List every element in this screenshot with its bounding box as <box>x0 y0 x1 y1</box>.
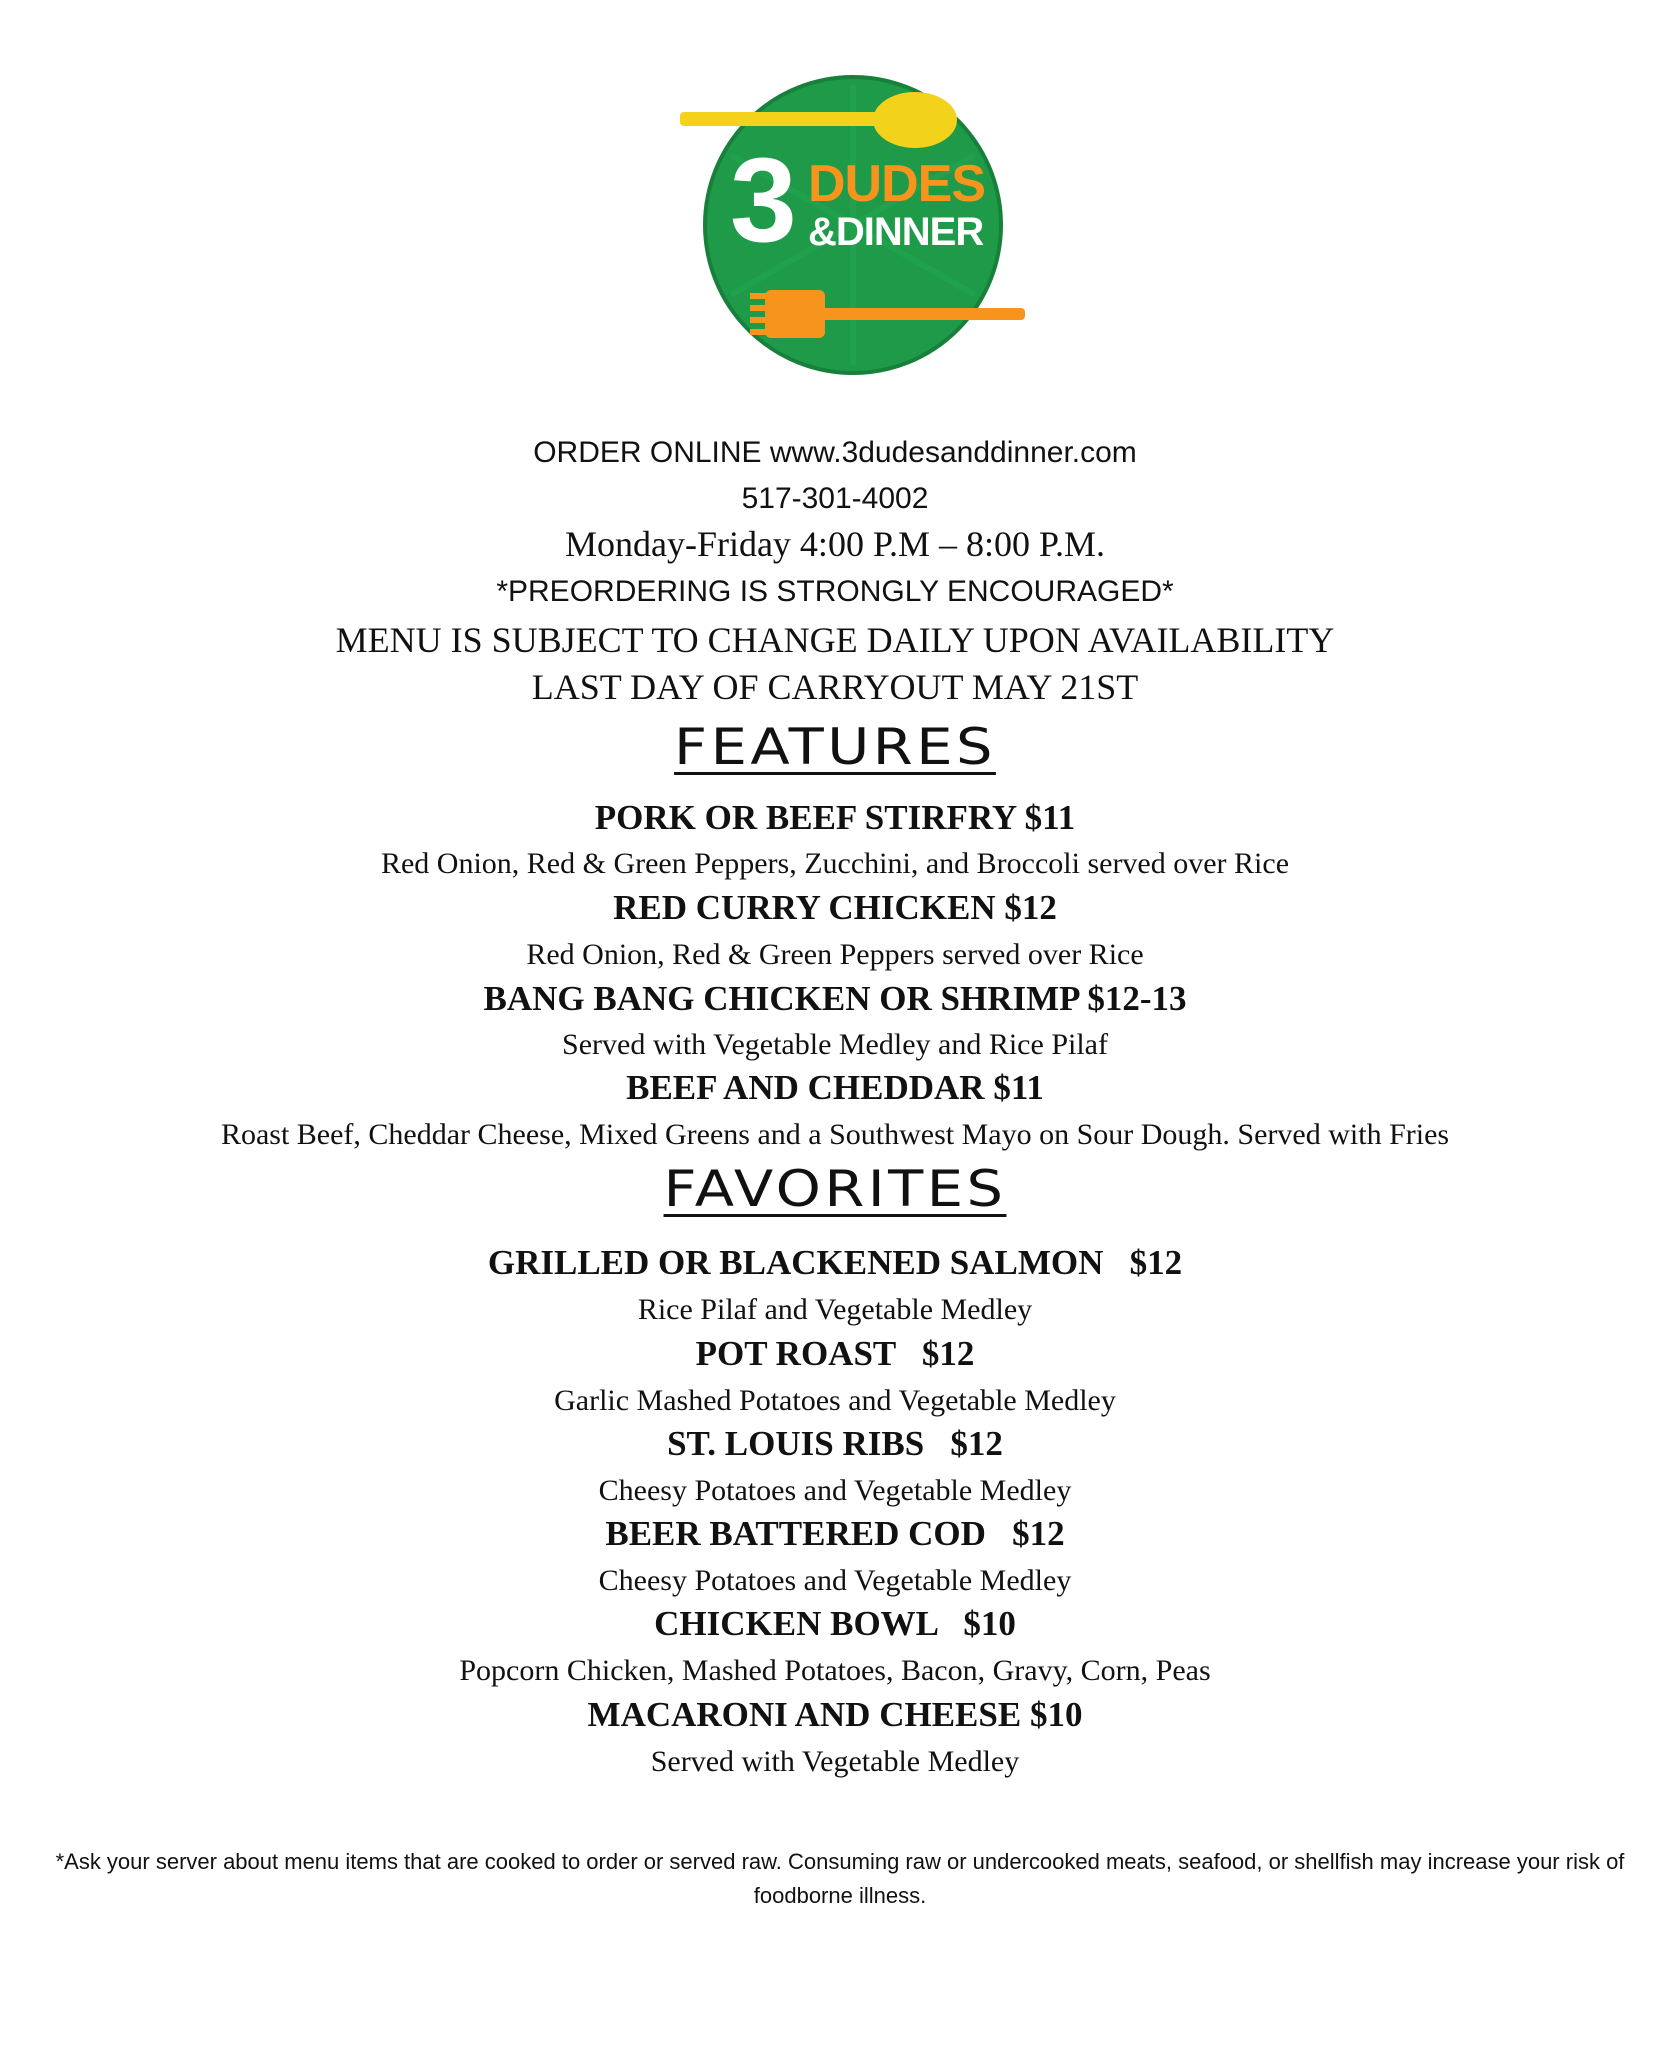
hours-line: Monday-Friday 4:00 P.M – 8:00 P.M. <box>564 524 1106 564</box>
favorite-item-title: BEER BATTERED COD $12 <box>605 1514 1065 1553</box>
order-online-line: ORDER ONLINE www.3dudesanddinner.com <box>533 436 1137 469</box>
favorites-heading: FAVORITES <box>663 1160 1007 1218</box>
logo-number: 3 <box>730 133 797 267</box>
feature-item-title: RED CURRY CHICKEN $12 <box>613 888 1057 927</box>
feature-item-title: BEEF AND CHEDDAR $11 <box>626 1068 1044 1107</box>
features-heading: FEATURES <box>674 718 996 776</box>
feature-item-desc: Served with Vegetable Medley and Rice Pilaf <box>562 1028 1108 1061</box>
favorite-item-desc: Garlic Mashed Potatoes and Vegetable Medley <box>554 1384 1116 1417</box>
feature-item-desc: Red Onion, Red & Green Peppers, Zucchini, and Broccoli served over Rice <box>380 847 1290 880</box>
preorder-notice: *PREORDERING IS STRONGLY ENCOURAGED* <box>496 575 1174 608</box>
feature-item-desc: Red Onion, Red & Green Peppers served over Rice <box>526 938 1144 971</box>
logo-wordmark <box>730 133 990 280</box>
logo-line1: DUDES <box>808 155 986 213</box>
favorite-item-desc: Rice Pilaf and Vegetable Medley <box>637 1293 1033 1326</box>
raw-food-disclaimer: *Ask your server about menu items that are cooked to order or served raw. Consuming raw or undercooked meats, seafood, or shellfish may increase your risk of foodborne illness. <box>55 1849 1625 1908</box>
menu-change-notice: MENU IS SUBJECT TO CHANGE DAILY UPON AVAILABILITY <box>335 620 1335 660</box>
favorite-item-desc: Served with Vegetable Medley <box>650 1745 1020 1778</box>
favorite-item-desc: Popcorn Chicken, Mashed Potatoes, Bacon, Gravy, Corn, Peas <box>459 1654 1211 1687</box>
last-day-notice: LAST DAY OF CARRYOUT MAY 21ST <box>531 667 1139 707</box>
phone-number: 517-301-4002 <box>741 482 929 515</box>
favorite-item-title: ST. LOUIS RIBS $12 <box>667 1424 1003 1463</box>
favorite-item-desc: Cheesy Potatoes and Vegetable Medley <box>598 1474 1072 1507</box>
feature-item-title: PORK OR BEEF STIRFRY $11 <box>594 798 1076 837</box>
feature-item-title: BANG BANG CHICKEN OR SHRIMP $12-13 <box>483 979 1187 1018</box>
favorite-item-title: MACARONI AND CHEESE $10 <box>587 1695 1083 1734</box>
favorite-item-title: CHICKEN BOWL $10 <box>654 1604 1016 1643</box>
feature-item-desc: Roast Beef, Cheddar Cheese, Mixed Greens and a Southwest Mayo on Sour Dough. Served with Fries <box>220 1118 1450 1151</box>
favorite-item-desc: Cheesy Potatoes and Vegetable Medley <box>598 1564 1072 1597</box>
favorite-item-title: GRILLED OR BLACKENED SALMON $12 <box>487 1243 1183 1282</box>
logo-line2: &DINNER <box>808 210 984 254</box>
favorite-item-title: POT ROAST $12 <box>695 1334 975 1373</box>
